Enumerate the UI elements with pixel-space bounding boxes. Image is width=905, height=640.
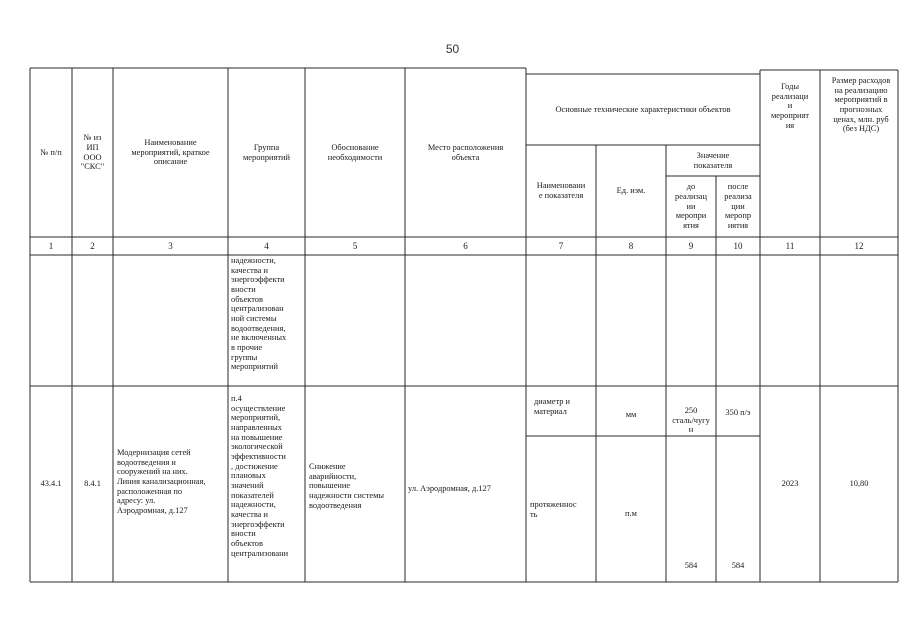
row-cost: 10,80 bbox=[849, 479, 869, 489]
header-location: Место расположения объекта bbox=[427, 142, 504, 162]
header-years: Годы реализаци и мероприят ия bbox=[770, 82, 810, 130]
column-number: 3 bbox=[168, 240, 173, 251]
row-num: 43.4.1 bbox=[40, 479, 62, 489]
header-before: до реализац ии меропри ятия bbox=[675, 182, 707, 230]
header-indicator-name: Наименовани е показателя bbox=[536, 181, 586, 200]
header-group: Группа мероприятий bbox=[242, 142, 291, 162]
header-ip-num: № из ИП ООО "СКС" bbox=[80, 133, 105, 172]
row-year: 2023 bbox=[781, 479, 799, 489]
column-number: 12 bbox=[854, 240, 864, 251]
column-number: 7 bbox=[558, 240, 564, 251]
indicator-unit: мм bbox=[625, 410, 637, 419]
row-name: Модернизация сетей водоотведения и сооружений на них. Линия канализационная, расположенная по адресу: ул. Аэродромная, д.127 bbox=[117, 448, 206, 515]
column-number: 6 bbox=[463, 240, 468, 251]
row-justification: Снижение аварийности, повышение надежности системы водоотведения bbox=[309, 462, 385, 510]
indicator-after: 350 п/э bbox=[725, 408, 751, 417]
continuation-group-text: надежности, качества и энергоэффекти вности объектов централизован ной системы водоотведения, не включенных в прочие группы мероприятий bbox=[231, 256, 287, 372]
header-num: № п/п bbox=[40, 147, 62, 157]
indicator-name: протяженнос ть bbox=[530, 500, 577, 519]
header-after: после реализа ции меропр иятия bbox=[724, 182, 752, 230]
header-unit: Ед. изм. bbox=[616, 186, 646, 196]
column-number: 5 bbox=[352, 240, 358, 251]
header-justification: Обоснование необходимости bbox=[327, 142, 383, 162]
column-number: 4 bbox=[264, 240, 269, 251]
column-number: 10 bbox=[733, 240, 743, 251]
header-tech-characteristics: Основные технические характеристики объектов bbox=[555, 104, 731, 114]
header-indicator-value: Значение показателя bbox=[693, 150, 733, 170]
indicator-after: 584 bbox=[731, 561, 745, 570]
column-number: 11 bbox=[785, 240, 795, 251]
indicator-name: диаметр и материал bbox=[534, 397, 571, 416]
column-number: 9 bbox=[688, 240, 694, 251]
header-cost: Размер расходов на реализацию мероприятий в прогнозных ценах, млн. руб (без НДС) bbox=[831, 76, 891, 134]
row-ip-num: 8.4.1 bbox=[84, 479, 101, 489]
indicator-unit: п.м bbox=[625, 509, 637, 518]
indicator-before: 584 bbox=[684, 561, 698, 570]
column-number: 1 bbox=[48, 240, 54, 251]
header-name: Наименование мероприятий, краткое описание bbox=[131, 138, 210, 167]
column-number: 8 bbox=[628, 240, 634, 251]
row-location: ул. Аэродромная, д.127 bbox=[408, 484, 491, 493]
indicator-before: 250 сталь/чугу н bbox=[672, 406, 710, 435]
column-number: 2 bbox=[90, 240, 95, 251]
page-number: 50 bbox=[445, 42, 460, 56]
row-group: п.4 осуществление мероприятий, направленных на повышение экологической эффективности , достижение плановых значений показателей надежности, качества и энергоэффекти вности объектов централизовани bbox=[231, 394, 289, 558]
